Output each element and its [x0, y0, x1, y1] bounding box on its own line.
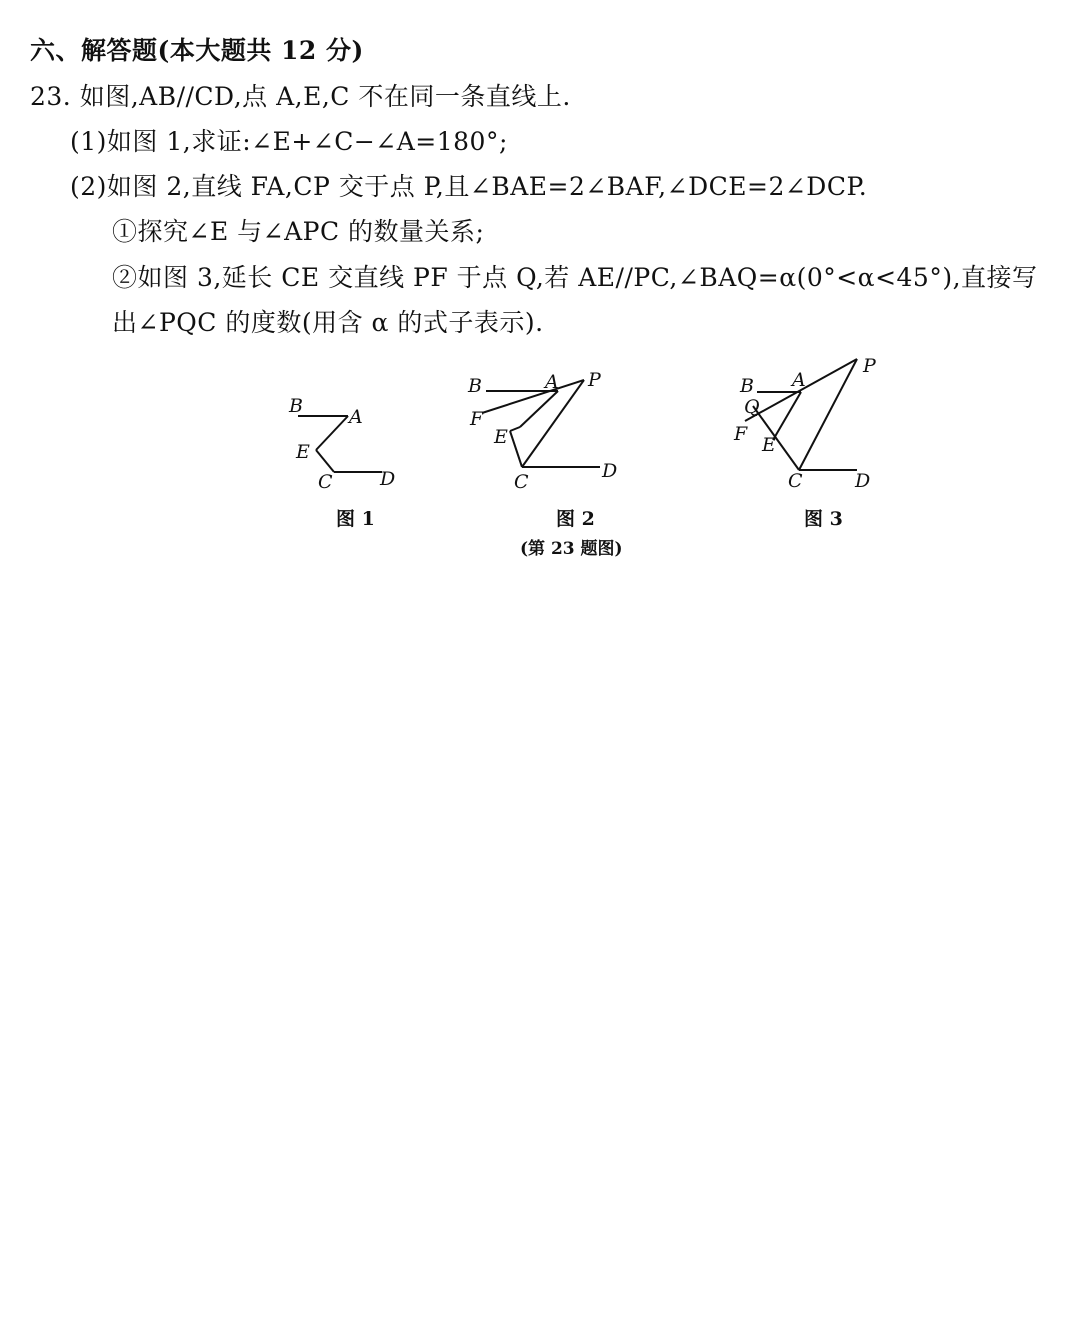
- fig1-segment-AE: [316, 416, 348, 450]
- fig3-segment-QC: [753, 406, 799, 470]
- fig3-label-E: E: [762, 434, 776, 456]
- figure-1-diagram: [280, 355, 410, 495]
- figure-1-caption: 图 1: [336, 508, 375, 530]
- fig3-label-Q: Q: [744, 396, 760, 418]
- fig3-label-C: C: [788, 470, 803, 492]
- fig3-label-A: A: [792, 369, 806, 391]
- fig3-label-F: F: [734, 423, 748, 445]
- fig1-label-C: C: [318, 471, 333, 493]
- figure-1: [280, 355, 410, 499]
- fig3-label-B: B: [740, 375, 754, 397]
- fig2-segment-E-bend: [510, 427, 520, 431]
- figure-2-caption: 图 2: [556, 508, 595, 530]
- fig1-segment-EC: [316, 450, 334, 472]
- fig1-label-A: A: [349, 406, 363, 428]
- fig3-segment-AE: [773, 392, 801, 440]
- question-part-2-sub-1: ①探究∠E 与∠APC 的数量关系;: [112, 217, 485, 246]
- fig2-line-FP: [482, 380, 584, 413]
- fig2-segment-EC: [510, 431, 522, 467]
- fig2-label-P: P: [588, 369, 601, 391]
- figure-2-diagram: [460, 355, 630, 495]
- question-part-2: (2)如图 2,直线 FA,CP 交于点 P,且∠BAE=2∠BAF,∠DCE=2∠DCP.: [70, 172, 868, 201]
- question-part-1: (1)如图 1,求证:∠E+∠C−∠A=180°;: [70, 127, 508, 156]
- fig2-label-C: C: [514, 471, 529, 493]
- figure-2: [460, 355, 630, 499]
- fig2-label-B: B: [468, 375, 482, 397]
- fig2-label-E: E: [494, 426, 508, 448]
- fig3-label-P: P: [863, 355, 876, 377]
- fig2-segment-CP: [522, 380, 584, 467]
- fig1-label-B: B: [289, 395, 303, 417]
- question-stem: 23. 如图,AB//CD,点 A,E,C 不在同一条直线上.: [30, 82, 571, 111]
- fig2-label-F: F: [470, 408, 484, 430]
- fig3-label-D: D: [855, 470, 871, 492]
- fig1-label-D: D: [380, 468, 396, 490]
- question-part-2-sub-2-line-1: ②如图 3,延长 CE 交直线 PF 于点 Q,若 AE//PC,∠BAQ=α(0°<α<45°),直接写: [112, 263, 1038, 292]
- figures-main-caption: (第 23 题图): [520, 539, 623, 559]
- figure-3-caption: 图 3: [804, 508, 843, 530]
- fig1-label-E: E: [296, 441, 310, 463]
- figure-3-diagram: [730, 355, 900, 495]
- section-title: 六、解答题(本大题共 12 分): [30, 36, 364, 65]
- question-part-2-sub-2-line-2: 出∠PQC 的度数(用含 α 的式子表示).: [112, 308, 544, 337]
- fig2-label-D: D: [602, 460, 618, 482]
- figure-3: [730, 355, 900, 499]
- fig2-label-A: A: [545, 371, 559, 393]
- fig2-segment-AE: [520, 391, 558, 427]
